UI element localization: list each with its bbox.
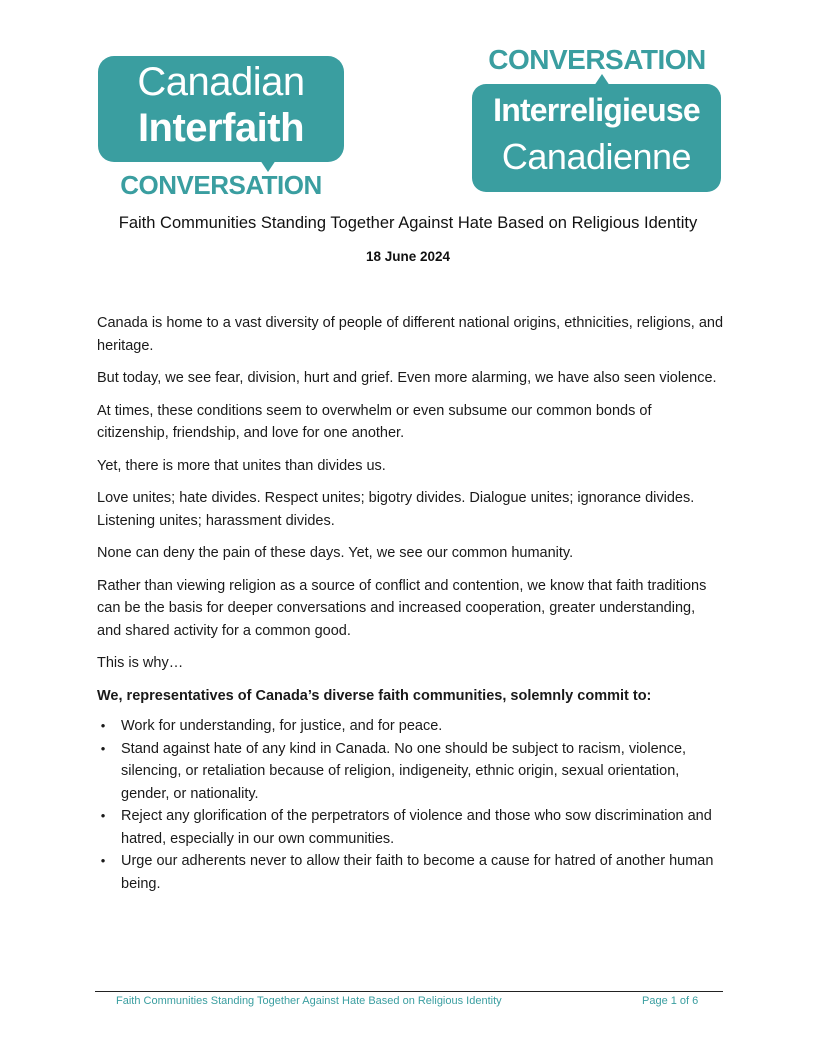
logo-fr-line-1: CONVERSATION bbox=[488, 44, 706, 75]
body-paragraph: Canada is home to a vast diversity of people of different national origins, ethnicities, religions, and heritage. bbox=[97, 315, 724, 354]
commitment-item bbox=[97, 738, 723, 806]
page-number: Page 1 of 6 bbox=[642, 995, 699, 1007]
conversation-interreligieuse-canadienne-logo bbox=[472, 44, 722, 194]
commitment-text: Urge our adherents never to allow their faith to become a cause for hatred of another human being. bbox=[121, 853, 714, 892]
bullet-icon: • bbox=[100, 718, 106, 733]
commitment-item bbox=[97, 805, 723, 850]
commitment-text: Work for understanding, for justice, and for peace. bbox=[121, 718, 443, 734]
bullet-icon: • bbox=[100, 853, 106, 868]
logo-en-line-2: Interfaith bbox=[137, 106, 305, 150]
bullet-icon: • bbox=[100, 808, 106, 823]
logo-fr-line-3: Canadienne bbox=[501, 136, 692, 177]
commitment-item bbox=[97, 715, 723, 738]
footer-document-title: Faith Communities Standing Together Against Hate Based on Religious Identity bbox=[116, 995, 502, 1007]
footer-divider bbox=[95, 991, 723, 992]
body-paragraph: Yet, there is more that unites than divides us. bbox=[97, 457, 386, 474]
body-paragraph: None can deny the pain of these days. Yet, we see our common humanity. bbox=[97, 545, 574, 561]
body-paragraph: But today, we see fear, division, hurt and grief. Even more alarming, we have also seen violence. bbox=[97, 370, 717, 386]
body-paragraph: Rather than viewing religion as a source of conflict and contention, we know that faith traditions can be the basis for deeper conversations and increased cooperation, greater understanding, and shared activity for a common good. bbox=[97, 577, 707, 639]
document-title: Faith Communities Standing Together Against Hate Based on Religious Identity bbox=[118, 214, 698, 232]
bullet-icon: • bbox=[100, 740, 106, 756]
commitment-list bbox=[97, 715, 723, 895]
document-body bbox=[97, 312, 723, 895]
commitment-item bbox=[97, 850, 723, 895]
body-paragraph: Love unites; hate divides. Respect unites; bigotry divides. Dialogue unites; ignorance divides. Listening unites; harassment divides. bbox=[97, 490, 695, 529]
logo-fr-line-2: Interreligieuse bbox=[493, 92, 700, 128]
commitment-text: Reject any glorification of the perpetrators of violence and those who sow discrimination and hatred, especially in our own communities. bbox=[121, 808, 712, 847]
commitment-heading: We, representatives of Canada’s diverse faith communities, solemnly commit to: bbox=[97, 687, 652, 704]
document-date: 18 June 2024 bbox=[365, 249, 451, 264]
logo-en-line-1: Canadian bbox=[137, 60, 305, 104]
canadian-interfaith-conversation-logo bbox=[98, 56, 346, 198]
body-paragraph: This is why… bbox=[97, 655, 184, 671]
commitment-text: Stand against hate of any kind in Canada. No one should be subject to racism, violence, silencing, or retaliation because of religion, indigeneity, ethnic origin, sexual orientation, gender, or nationality. bbox=[121, 740, 687, 802]
logo-en-line-3: CONVERSATION bbox=[120, 170, 322, 200]
body-paragraph: At times, these conditions seem to overwhelm or even subsume our common bonds of citizenship, friendship, and love for one another. bbox=[97, 402, 652, 441]
